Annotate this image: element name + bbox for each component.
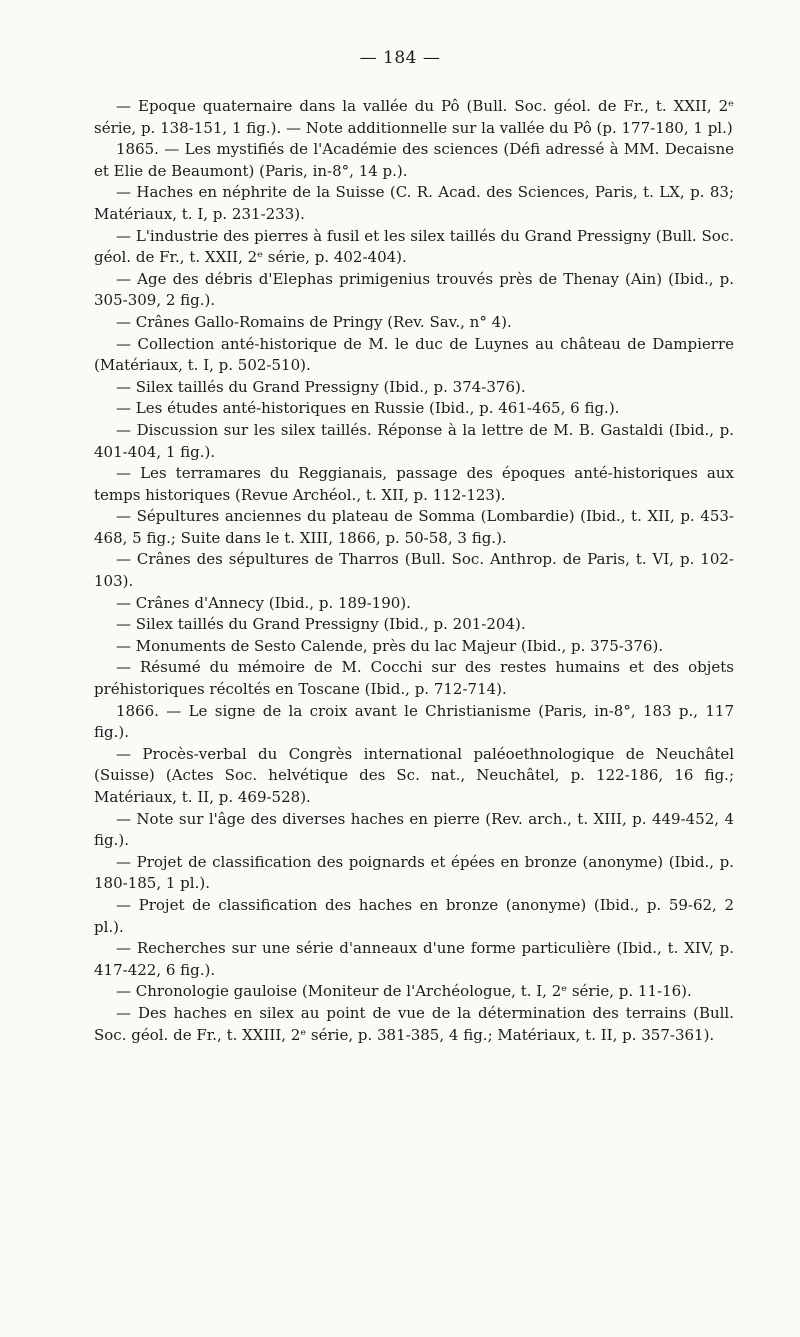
bibliography-entry: — Crânes Gallo-Romains de Pringy (Rev. Sav., n° 4).: [116, 312, 512, 331]
bibliography-entry: — Crânes d'Annecy (Ibid., p. 189-190).: [116, 593, 411, 612]
bibliography-entry: — Crânes des sépultures de Tharros (Bull. Soc. Anthrop. de Paris, t. VI, p. 102-103).: [94, 550, 734, 591]
bibliography-entry: — Age des débris d'Elephas primigenius trouvés près de Thenay (Ain) (Ibid., p. 305-309, 2 fig.).: [94, 269, 734, 310]
bibliography-entry: — Collection anté-historique de M. le duc de Luynes au château de Dampierre (Matériaux, t. I, p. 502-510).: [94, 334, 734, 375]
bibliography-entry: — Silex taillés du Grand Pressigny (Ibid., p. 201-204).: [116, 615, 526, 634]
bibliography-entry: — Procès-verbal du Congrès international paléoethnologique de Neuchâtel (Suisse) (Actes Soc. helvétique des Sc. nat., Neuchâtel, p. 122-186, 16 fig.; Matériaux, t. II, p. 469-528).: [94, 744, 734, 806]
bibliography-entry: — Projet de classification des poignards et épées en bronze (anonyme) (Ibid., p. 180-185, 1 pl.).: [94, 852, 734, 893]
bibliography-entry: — Des haches en silex au point de vue de la détermination des terrains (Bull. Soc. géol. de Fr., t. XXIII, 2ᵉ série, p. 381-385, 4 fig.; Matériaux, t. II, p. 357-361).: [94, 1003, 734, 1044]
bibliography-entry: — L'industrie des pierres à fusil et les silex taillés du Grand Pressigny (Bull. Soc. géol. de Fr., t. XXII, 2ᵉ série, p. 402-404).: [94, 226, 734, 267]
bibliography-entry: — Recherches sur une série d'anneaux d'une forme particulière (Ibid., t. XIV, p. 417-422, 6 fig.).: [94, 939, 734, 979]
bibliography-entry: — Epoque quaternaire dans la vallée du Pô (Bull. Soc. géol. de Fr., t. XXII, 2ᵉ série, p. 138-151, 1 fig.). — Note additionnelle sur la vallée du Pô (p. 177-180, 1 pl.): [94, 97, 734, 137]
bibliography-entry: — Silex taillés du Grand Pressigny (Ibid., p. 374-376).: [116, 377, 526, 396]
bibliography-entry: — Les études anté-historiques en Russie (Ibid., p. 461-465, 6 fig.).: [116, 399, 620, 418]
bibliography-entry: — Les terramares du Reggianais, passage des époques anté-historiques aux temps historiques (Revue Archéol., t. XII, p. 112-123).: [94, 464, 734, 504]
bibliography-entry: — Chronologie gauloise (Moniteur de l'Archéologue, t. I, 2ᵉ série, p. 11-16).: [116, 982, 692, 1001]
bibliography-entry: — Note sur l'âge des diverses haches en pierre (Rev. arch., t. XIII, p. 449-452, 4 fig.).: [94, 809, 734, 850]
bibliography-entry: — Projet de classification des haches en bronze (anonyme) (Ibid., p. 59-62, 2 pl.).: [94, 895, 734, 936]
bibliography-entry: 1866. — Le signe de la croix avant le Christianisme (Paris, in-8°, 183 p., 117 fig.).: [94, 701, 734, 742]
bibliography-entry: — Haches en néphrite de la Suisse (C. R. Acad. des Sciences, Paris, t. LX, p. 83; Matériaux, t. I, p. 231-233).: [94, 183, 734, 223]
bibliography-entry: — Discussion sur les silex taillés. Réponse à la lettre de M. B. Gastaldi (Ibid., p. 401-404, 1 fig.).: [94, 420, 734, 461]
bibliography-entry: — Sépultures anciennes du plateau de Somma (Lombardie) (Ibid., t. XII, p. 453-468, 5 fig.; Suite dans le t. XIII, 1866, p. 50-58, 3 fig.).: [94, 507, 734, 547]
bibliography-list: [94, 96, 734, 1046]
bibliography-entry: 1865. — Les mystifiés de l'Académie des sciences (Défi adressé à MM. Decaisne et Elie de Beaumont) (Paris, in-8°, 14 p.).: [94, 140, 734, 180]
page-number: — 184 —: [359, 48, 441, 68]
bibliography-entry: — Monuments de Sesto Calende, près du lac Majeur (Ibid., p. 375-376).: [116, 636, 664, 655]
bibliography-entry: — Résumé du mémoire de M. Cocchi sur des restes humains et des objets préhistoriques récoltés en Toscane (Ibid., p. 712-714).: [94, 658, 734, 699]
